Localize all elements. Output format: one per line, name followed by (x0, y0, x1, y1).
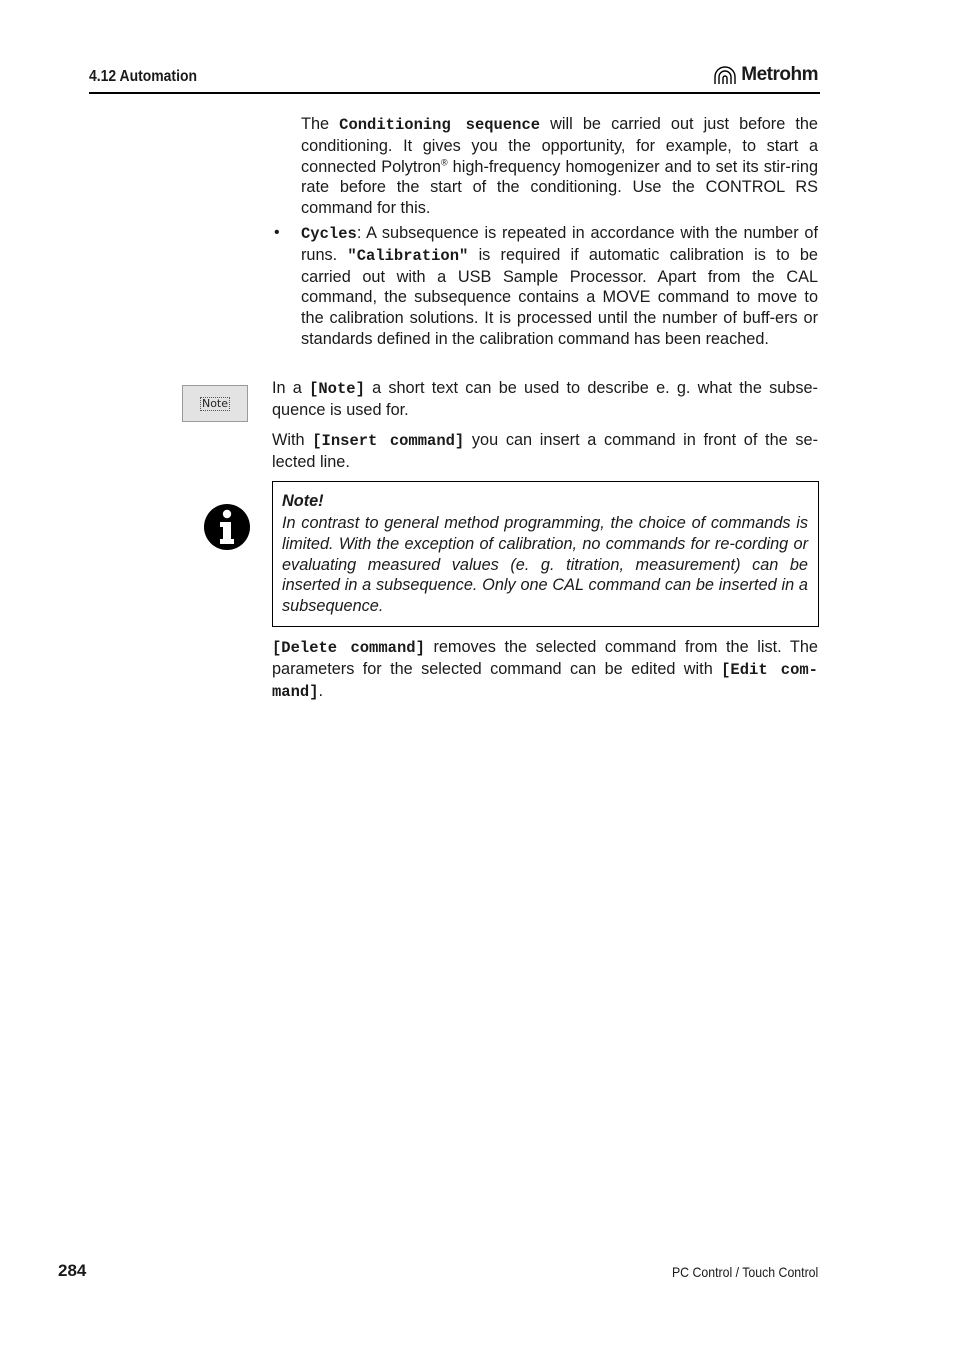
text: you can insert a command in front of the se-lected line. (272, 431, 818, 471)
logo-text: Metrohm (741, 64, 818, 85)
text: . (318, 681, 324, 700)
text: will be carried out just before the conditioning. It gives you the opportunity, for example, to start a connected Polytron (301, 115, 818, 176)
metrohm-logo (713, 64, 818, 86)
term-delete-command: [Delete command] (272, 639, 425, 657)
text: a short text can be used to describe e. g. what the subse-quence is used for. (272, 379, 818, 419)
conditioning-paragraph (301, 114, 818, 219)
text: is required if automatic calibration is to be carried out with a USB Sample Processor. Apart from the CAL command, the subsequence contains a MOVE command to move to the calibration solutions. It is processed until the number of buff-ers or standards defined in the calibration command has been reached. (301, 245, 818, 348)
delete-command-paragraph (272, 637, 818, 702)
text: With (272, 431, 313, 449)
note-text: In contrast to general method programming, the choice of commands is limited. With the exception of calibration, no commands for re-cording or evaluating measured values (e. g. titration, measurement) can be inserted in a subsequence. Only one CAL command can be inserted in a subsequence. (282, 514, 808, 616)
text: In a (272, 379, 310, 397)
term-edit-command: [Edit com-mand] (272, 660, 818, 701)
text: high-frequency homogenizer and to set its stir-ring rate before the start of the conditioning. Use the CONTROL RS command for this. (301, 157, 819, 218)
page-header (89, 66, 820, 94)
term-insert-command: [Insert command] (312, 432, 465, 450)
note-button-label: Note (201, 396, 229, 410)
info-icon (203, 503, 251, 551)
text: removes the selected command from the list. The parameters for the selected command can be edited with (272, 638, 818, 678)
text: The (301, 115, 340, 133)
metrohm-logo-icon (713, 65, 737, 85)
bullet: • (274, 224, 280, 241)
note-button[interactable] (182, 385, 248, 422)
term-conditioning-sequence: Conditioning sequence (339, 116, 541, 134)
term-calibration: "Calibration" (347, 246, 469, 265)
term-note: [Note] (309, 380, 365, 398)
note-title: Note! (282, 492, 324, 510)
insert-command-paragraph (272, 430, 818, 473)
registered-mark: ® (440, 157, 448, 168)
page-number: 284 (58, 1261, 87, 1280)
text: : A subsequence is repeated in accordance with the number of runs. (301, 224, 818, 264)
section-title: 4.12 Automation (89, 68, 197, 85)
term-cycles: Cycles (301, 225, 357, 243)
note-paragraph (272, 378, 818, 421)
cycles-paragraph (301, 223, 818, 350)
note-box (272, 481, 819, 627)
footer-product: PC Control / Touch Control (671, 1264, 818, 1280)
